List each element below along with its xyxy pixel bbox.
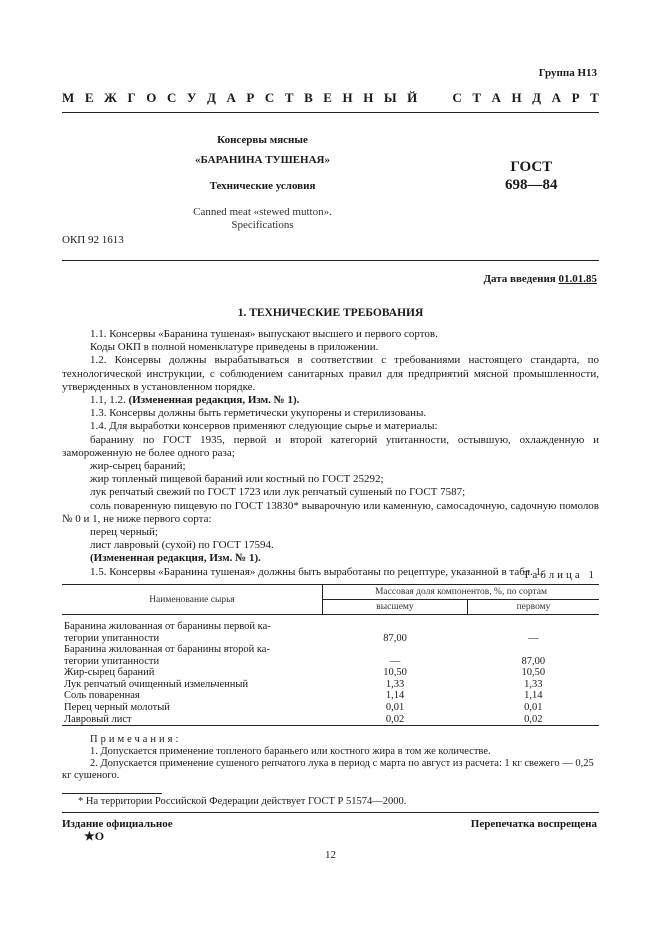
paragraph-ref: 1.1, 1.2. [90,394,129,407]
edition-marks: ★О [84,829,105,843]
title-letter: А [226,90,236,105]
paragraph: 1.2. Консервы должны вырабатываться в соответствии с требованиями настоящего стандарта, по технологической инструкции, с соблюдением санитарных правил для предприятий мясной промышленности, утвержденных в установленном порядке. [62,354,599,393]
column-header-first: первому [468,600,600,615]
title-letter: У [186,90,197,105]
paragraph: соль поваренную пищевую по ГОСТ 13830* выварочную или каменную, самосадочную, садочную помолов № 0 и 1, не ниже первого сорта: [62,499,599,525]
table-row [62,667,599,679]
group-code: Группа Н13 [538,67,597,79]
paragraph: 1.5. Консервы «Баранина тушеная» должны быть выработаны по рецептуре, указанной в табл. 1. [90,565,544,578]
cell-ingredient: Жир-сырец бараний [64,667,155,679]
title-letter: Р [571,90,580,105]
section-body [62,328,599,579]
cell-first: 1,14 [524,690,543,702]
okp-code: ОКП 92 1613 [62,234,124,246]
cell-first: 0,02 [468,714,600,726]
header-rule [62,112,599,113]
divider-rule [62,260,599,261]
paragraph: 1.4. Для выработки консервов применяют следующие сырье и материалы: [90,420,438,433]
cell-ingredient: Баранина жилованная от баранины второй ка- [64,644,270,656]
gost-number [505,158,558,194]
table-row [62,656,599,668]
title-letter: Т [472,90,481,105]
column-header-name: Наименование сырья [62,585,323,615]
title-letter: С [166,90,177,105]
product-name: «БАРАНИНА ТУШЕНАЯ» [195,154,330,166]
title-letter: А [491,90,501,105]
cell-ingredient: Соль поваренная [64,690,140,702]
title-letter: Н [511,90,522,105]
column-header-group: Массовая доля компонентов, %, по сортам [323,585,600,600]
cell-ingredient: тегории упитанности [64,632,160,644]
doc-type: Технические условия [209,180,316,192]
paragraph [62,394,599,407]
cell-first [468,644,600,656]
cell-first: 10,50 [521,667,546,679]
title-letter: Г [127,90,136,105]
title-letter: Т [590,90,599,105]
recipe-table [62,584,599,726]
reprint-notice: Перепечатка воспрещена [470,818,597,830]
title-letter: Е [323,90,332,105]
table-row [62,690,599,702]
amendment-note: (Измененная редакция, Изм. № 1). [90,552,261,565]
paragraph: лист лавровый (сухой) по ГОСТ 17594. [90,539,274,552]
cell-premium: 0,02 [323,714,468,726]
cell-ingredient: Перец черный молотый [64,702,170,714]
cell-first: 0,01 [524,702,543,714]
cell-ingredient: Лук репчатый очищенный измельченный [64,678,249,690]
edition-label: Издание официальное [62,818,173,830]
amendment-note: (Измененная редакция, Изм. № 1). [128,394,300,407]
cell-ingredient: тегории упитанности [64,655,160,667]
cell-premium: 1,14 [385,690,405,702]
column-header-premium: высшему [323,600,468,615]
footer-rule [62,812,599,813]
paragraph: 1.3. Консервы должны быть герметически укупорены и стерилизованы. [90,407,427,420]
page-number: 12 [325,849,336,861]
table-body [62,615,599,726]
title-letter: М [62,90,75,105]
cell-premium [323,644,468,656]
note-item: 2. Допускается применение сушеного репчатого лука в период с марта по август из расчета: 1 кг свежего — 0,25 кг сушеного. [62,758,594,781]
footnote: * На территории Российской Федерации действует ГОСТ Р 51574—2000. [78,796,407,807]
paragraph: перец черный; [90,526,158,539]
cell-premium: 0,01 [385,702,405,714]
cell-premium: 87,00 [383,632,407,644]
gost-code: 698—84 [505,177,558,193]
cell-first: 1,33 [524,678,543,690]
title-letter: Т [284,90,294,105]
english-subtitle: Specifications [231,219,294,231]
table-row [62,679,599,691]
cell-first [468,615,600,633]
cell-ingredient: Лавровый лист [62,714,323,726]
title-letter: Й [407,90,418,105]
table-caption: Таблица 1 [522,569,597,581]
cell-premium: — [389,655,401,667]
title-letter: Д [206,90,216,105]
footnote-rule [62,793,162,794]
title-letter: С [264,90,275,105]
cell-premium [323,615,468,633]
title-letter [428,90,442,106]
intro-label: Дата введения [483,273,559,285]
table-row [62,615,599,633]
notes-title: Примечания: [90,734,182,745]
intro-date-value: 01.01.85 [558,273,597,285]
paragraph: 1.1. Консервы «Баранина тушеная» выпускают высшего и первого сортов. [90,328,438,340]
title-letter: Н [342,90,353,105]
note-item: 1. Допускается применение топленого бараньего или костного жира в том же количестве. [90,746,491,757]
cell-ingredient: Баранина жилованная от баранины первой ка- [64,620,271,632]
title-letter: Р [246,90,255,105]
title-letter: О [146,90,157,105]
paragraph: жир-сырец бараний; [90,460,186,473]
title-letter: Ж [104,90,117,105]
standard-title [62,90,599,106]
cell-first: 87,00 [521,655,546,667]
table-row [62,644,599,656]
gost-label: ГОСТ [510,159,553,175]
title-letter: Д [532,90,542,105]
introduction-date [483,273,597,285]
cell-premium: 10,50 [383,667,407,679]
english-title: Canned meat «stewed mutton». [193,206,332,218]
paragraph: лук репчатый свежий по ГОСТ 1723 или лук репчатый сушеный по ГОСТ 7587; [90,486,466,499]
title-letter: Н [363,90,374,105]
title-letter: Ы [383,90,397,105]
table-row [62,633,599,645]
title-letter: В [304,90,313,105]
product-category: Консервы мясные [217,134,308,146]
cell-premium: 1,33 [385,678,405,690]
table-row [62,714,599,726]
title-letter: Е [84,90,94,105]
notes [62,734,599,782]
cell-first: — [528,632,539,644]
title-letter: С [452,90,462,105]
paragraph: жир топленый пищевой бараний или костный по ГОСТ 25292; [90,473,384,486]
section-title: 1. ТЕХНИЧЕСКИЕ ТРЕБОВАНИЯ [237,307,424,319]
paragraph: баранину по ГОСТ 1935, первой и второй категорий упитанности, остывшую, охлажденную и замороженную не более одного раза; [62,433,599,459]
title-letter: А [551,90,562,105]
paragraph: Коды ОКП в полной номенклатуре приведены в приложении. [90,341,379,354]
table-row [62,702,599,714]
